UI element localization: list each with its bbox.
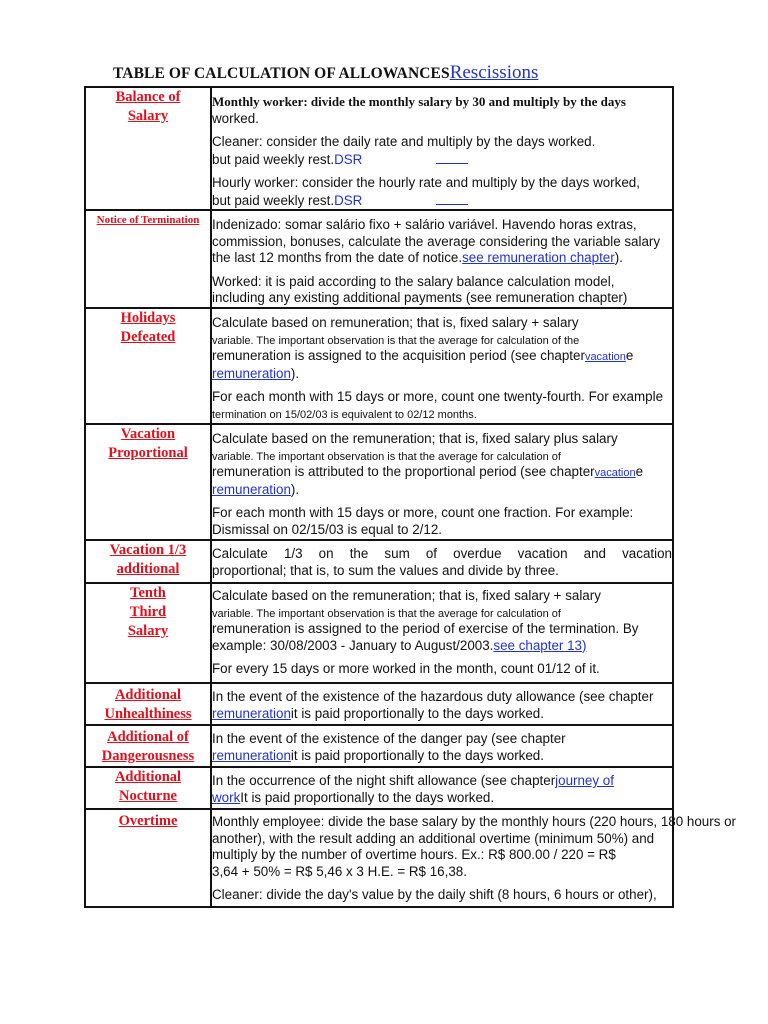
row-label: Additional of Dangerousness	[85, 725, 211, 767]
table-row	[85, 583, 673, 683]
chapter-13-link[interactable]: see chapter 13)	[493, 637, 587, 653]
row-label: Notice of Termination	[85, 210, 211, 308]
table-row	[85, 424, 673, 540]
row-label: Additional Unhealthiness	[85, 683, 211, 725]
allowance-table	[84, 86, 737, 908]
table-row	[85, 87, 673, 210]
dsr-link[interactable]: DSR	[334, 192, 363, 208]
table-row	[85, 540, 673, 583]
journey-of-link[interactable]: journey of	[555, 773, 614, 788]
row-label: Overtime	[85, 809, 211, 907]
remuneration-chapter-link[interactable]: see remuneration chapter	[462, 250, 615, 265]
row-content: Calculate based on the remuneration; that is, fixed salary + salary variable. The important observation is that the average for calculation of remuneration is assigned to the period of exercise of the termination. By example: 30/08/2003 - January to August/2003.see chapter 13) For every 15 days or more worked in the month, count 01/12 of it.	[211, 583, 673, 683]
row-label: Holidays Defeated	[85, 308, 211, 424]
vacation-link[interactable]: vacation	[584, 351, 626, 363]
row-content: Calculate 1/3 on the sum of overdue vacation and vacation proportional; that is, to sum the values and divide by three.	[211, 540, 673, 583]
row-content: Monthly employee: divide the base salary by the monthly hours (220 hours, 180 hours or another), with the result adding an additional overtime (minimum 50%) and multiply by the number of overtime hours. Ex.: R$ 800.00 / 220 = R$ 3,64 + 50% = R$ 5,46 x 3 H.E. = R$ 16,38. Cleaner: divide the day's value by the daily shift (8 hours, 6 hours or other),	[211, 809, 673, 907]
table-row	[85, 767, 673, 809]
row-content: In the event of the existence of the hazardous duty allowance (see chapter remunerationit is paid proportionally to the days worked.	[211, 683, 673, 725]
table-row	[85, 308, 673, 424]
row-content: Monthly worker: divide the monthly salary by 30 and multiply by the days worked. Cleaner: consider the daily rate and multiply by the days worked. but paid weekly rest.DSR Hourly worker: consider the hourly rate and multiply by the days worked, but paid weekly rest.DSR	[211, 87, 673, 210]
row-content: In the occurrence of the night shift allowance (see chapterjourney of workIt is paid proportionally to the days worked.	[211, 767, 673, 809]
title-main: TABLE OF CALCULATION OF ALLOWANCES	[113, 65, 450, 82]
row-label: Vacation Proportional	[85, 424, 211, 540]
table-row	[85, 683, 673, 725]
rescissions-link[interactable]: Rescissions	[449, 62, 539, 83]
table-row	[85, 725, 673, 767]
remuneration-link[interactable]: remuneration	[212, 747, 291, 763]
work-link[interactable]: work	[212, 789, 241, 805]
row-content: Indenizado: somar salário fixo + salário variável. Havendo horas extras, commission, bonuses, calculate the average considering the variable salary the last 12 months from the date of notice.see remuneration chapter). Worked: it is paid according to the salary balance calculation model, including any existing additional payments (see remuneration chapter)	[211, 210, 673, 308]
row-content: In the event of the existence of the danger pay (see chapter remunerationit is paid proportionally to the days worked.	[211, 725, 673, 767]
row-label: Vacation 1/3 additional	[85, 540, 211, 583]
page-title	[113, 62, 633, 86]
remuneration-link[interactable]: remuneration	[212, 481, 291, 497]
row-content: Calculate based on remuneration; that is, fixed salary + salary variable. The important observation is that the average for calculation of the remuneration is assigned to the acquisition period (see chaptervacatione remuneration). For each month with 15 days or more, count one twenty-fourth. For example termination on 15/02/03 is equivalent to 02/12 months.	[211, 308, 673, 424]
row-label: Balance of Salary	[85, 87, 211, 210]
table-row	[85, 210, 673, 308]
vacation-link[interactable]: vacation	[594, 467, 636, 479]
table-row	[85, 809, 673, 907]
row-label: Additional Nocturne	[85, 767, 211, 809]
dsr-link[interactable]: DSR	[334, 151, 363, 167]
row-label: Tenth Third Salary	[85, 583, 211, 683]
remuneration-link[interactable]: remuneration	[212, 705, 291, 721]
remuneration-link[interactable]: remuneration	[212, 365, 291, 381]
row-content: Calculate based on the remuneration; that is, fixed salary plus salary variable. The important observation is that the average for calculation of remuneration is attributed to the proportional period (see chaptervacatione remuneration). For each month with 15 days or more, count one fraction. For example: Dismissal on 02/15/03 is equal to 2/12.	[211, 424, 673, 540]
